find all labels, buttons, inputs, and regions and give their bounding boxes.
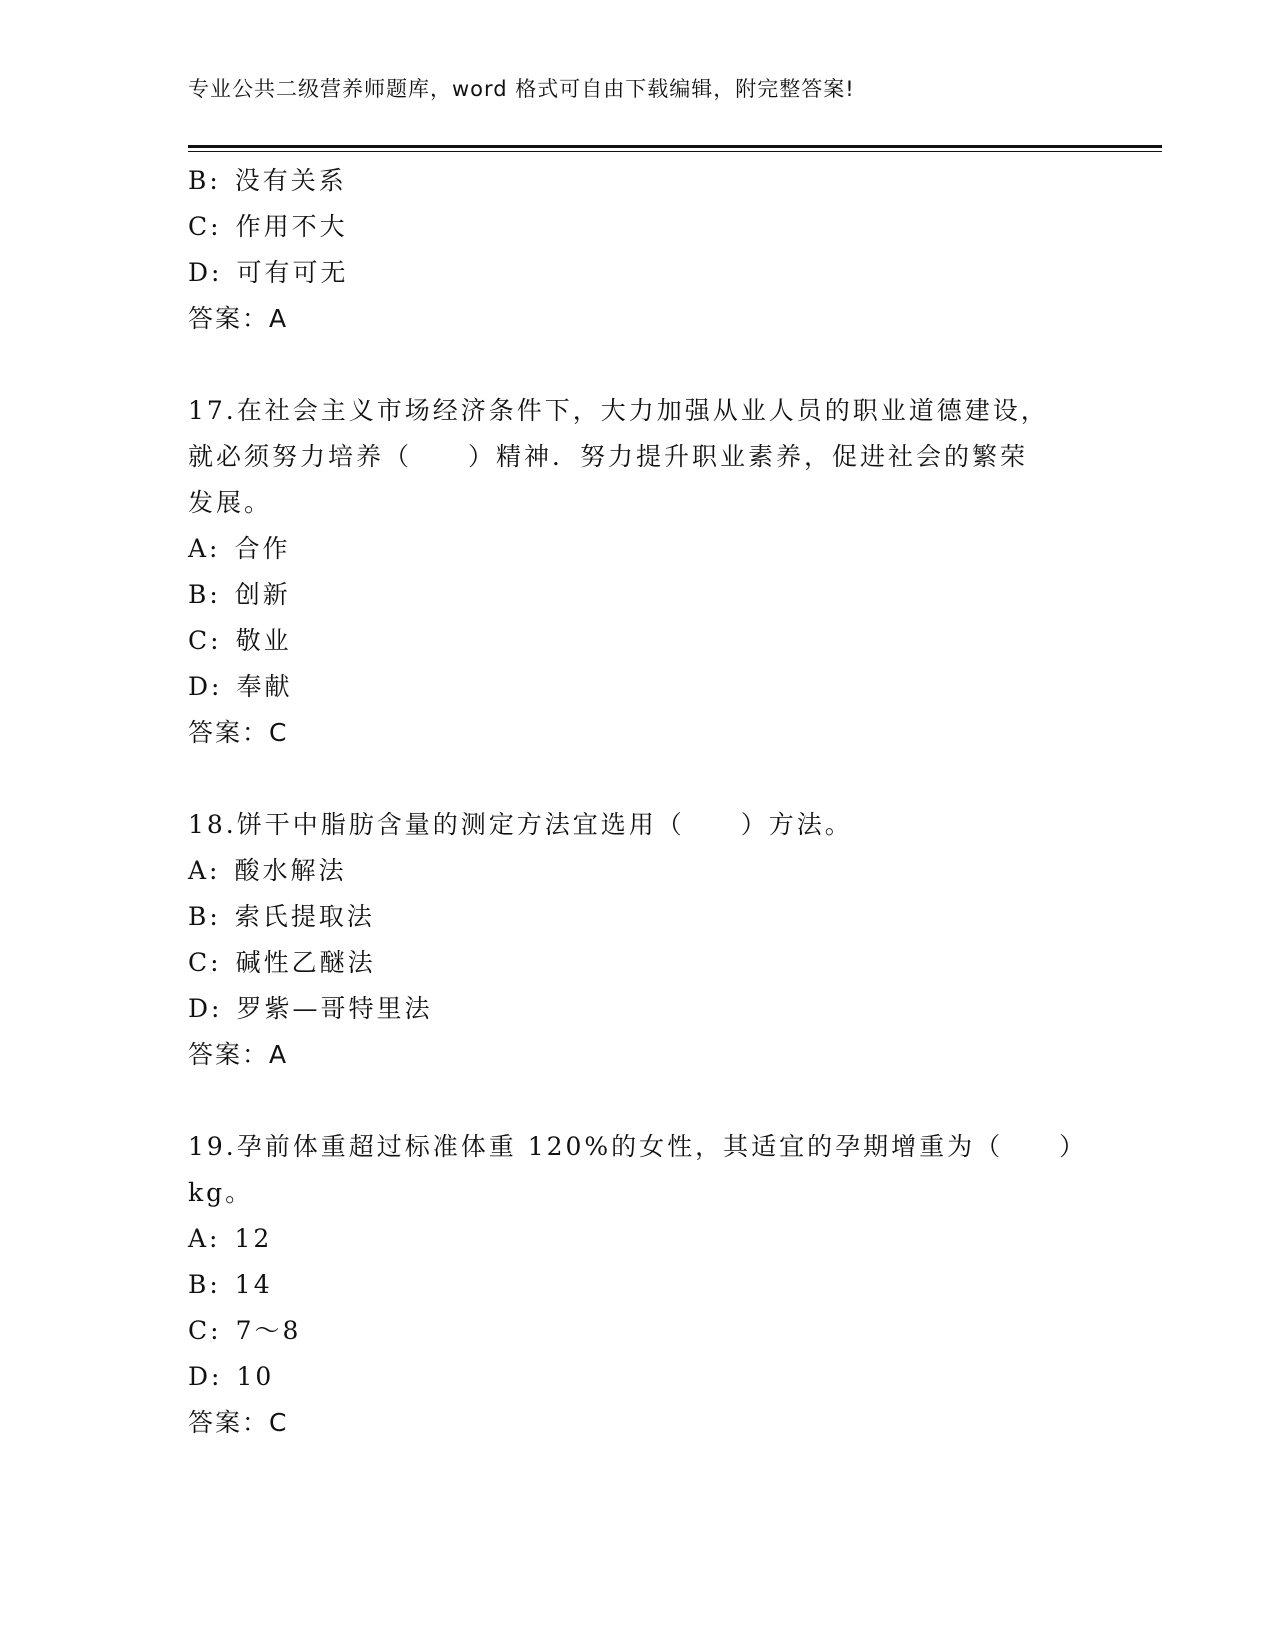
question-gap [188,756,1088,802]
option-key: B: [188,1270,221,1299]
option-key: C: [188,626,222,655]
option-text: 碱性乙醚法 [235,948,376,977]
option-row [188,526,1088,572]
option-key: D: [188,258,223,287]
option-text: 合作 [234,534,291,563]
option-row [188,1308,1088,1354]
answer-line: 答案：C [188,1408,289,1437]
option-text: 作用不大 [235,212,348,241]
option-text: 14 [234,1270,273,1299]
option-key: D: [188,1362,223,1391]
option-key: C: [188,1316,222,1345]
option-text: 酸水解法 [234,856,347,885]
stem-line: 18.饼干中脂肪含量的测定方法宜选用（ ）方法。 [188,810,853,839]
option-text: 敬业 [235,626,292,655]
option-key: A: [188,856,221,885]
stem-line: 就必须努力培养（ ）精神．努力提升职业素养，促进社会的繁荣 [188,442,1029,471]
option-row [188,1354,1088,1400]
option-text: 12 [234,1224,273,1253]
option-key: D: [188,672,223,701]
option-row [188,572,1088,618]
question-17 [188,388,1088,756]
option-key: A: [188,534,221,563]
option-key: D: [188,994,223,1023]
stem-line: 发展。 [188,488,273,517]
option-key: A: [188,1224,221,1253]
option-text: 没有关系 [234,166,347,195]
option-text: 索氏提取法 [234,902,375,931]
option-key: B: [188,580,221,609]
option-row [188,664,1088,710]
option-key: B: [188,902,221,931]
question-gap [188,1078,1088,1124]
page-header: 专业公共二级营养师题库，word 格式可自由下载编辑，附完整答案! [188,77,855,101]
header-divider-thick [188,145,1162,148]
option-row [188,940,1088,986]
stem-line: 19.孕前体重超过标准体重 120%的女性，其适宜的孕期增重为（ ） [188,1132,1088,1161]
option-row [188,204,1088,250]
stem-line: kg。 [188,1178,254,1207]
question-content [188,158,1088,1446]
option-row [188,1262,1088,1308]
option-key: C: [188,212,222,241]
option-row [188,158,1088,204]
answer-line: 答案：A [188,1040,289,1069]
option-text: 创新 [234,580,291,609]
option-text: 可有可无 [236,258,349,287]
option-text: 罗紫—哥特里法 [236,994,433,1023]
option-key: C: [188,948,222,977]
answer-line: 答案：A [188,304,289,333]
option-text: 7～8 [235,1316,302,1345]
option-row [188,986,1088,1032]
header-divider-thin [188,151,1162,152]
option-row [188,894,1088,940]
option-row [188,618,1088,664]
option-row [188,250,1088,296]
option-text: 10 [236,1362,275,1391]
question-stem [188,802,1088,848]
option-row [188,1216,1088,1262]
question-gap [188,342,1088,388]
answer-line: 答案：C [188,718,289,747]
question-18 [188,802,1088,1078]
option-row [188,848,1088,894]
question-stem [188,388,1088,526]
question-19 [188,1124,1088,1446]
question-stem [188,1124,1088,1216]
continued-question [188,158,1088,342]
option-text: 奉献 [236,672,293,701]
stem-line: 17.在社会主义市场经济条件下，大力加强从业人员的职业道德建设， [188,396,1049,425]
option-key: B: [188,166,221,195]
